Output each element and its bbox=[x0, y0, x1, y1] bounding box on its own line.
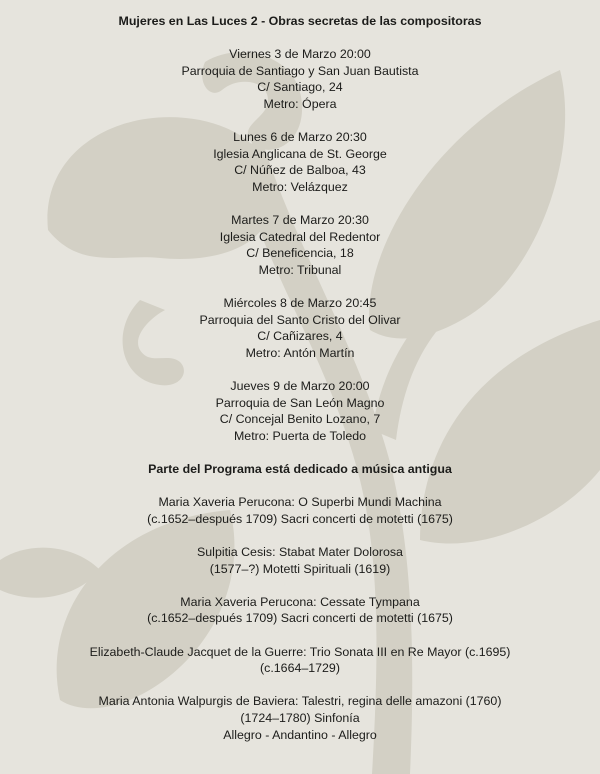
event-address: C/ Santiago, 24 bbox=[257, 80, 343, 95]
program-item bbox=[0, 544, 600, 577]
event-date: Jueves 9 de Marzo 20:00 bbox=[230, 379, 370, 394]
event-metro: Metro: Puerta de Toledo bbox=[233, 428, 367, 443]
event-item bbox=[0, 212, 600, 278]
program-line: Allegro - Andantino - Allegro bbox=[223, 727, 377, 742]
event-date: Miércoles 8 de Marzo 20:45 bbox=[223, 296, 377, 311]
event-item bbox=[0, 295, 600, 361]
flyer-title: Mujeres en Las Luces 2 - Obras secretas de las compositoras bbox=[118, 14, 482, 28]
program-line: (1577–?) Motetti Spirituali (1619) bbox=[209, 561, 391, 576]
event-metro: Metro: Tribunal bbox=[258, 262, 342, 277]
program-item bbox=[0, 644, 600, 677]
program-line: (c.1652–después 1709) Sacri concerti de motetti (1675) bbox=[147, 511, 453, 526]
program-line: Sulpitia Cesis: Stabat Mater Dolorosa bbox=[197, 545, 403, 559]
program-line: (c.1664–1729) bbox=[260, 661, 340, 676]
event-address: C/ Beneficencia, 18 bbox=[246, 246, 354, 261]
event-venue: Parroquia de San León Magno bbox=[215, 395, 385, 410]
event-venue: Iglesia Catedral del Redentor bbox=[219, 229, 381, 244]
program-line: (1724–1780) Sinfonía bbox=[240, 710, 360, 725]
event-address: C/ Concejal Benito Lozano, 7 bbox=[219, 412, 381, 427]
event-venue: Parroquia del Santo Cristo del Olivar bbox=[199, 312, 401, 327]
program-line: Maria Xaveria Perucona: Cessate Tympana bbox=[180, 594, 420, 609]
events-list bbox=[0, 46, 600, 444]
program-list bbox=[0, 494, 600, 743]
program-line: Elizabeth-Claude Jacquet de la Guerre: Trio Sonata III en Re Mayor (c.1695) bbox=[89, 644, 511, 659]
event-address: C/ Cañizares, 4 bbox=[257, 329, 343, 344]
event-item bbox=[0, 129, 600, 195]
event-address: C/ Núñez de Balboa, 43 bbox=[234, 163, 366, 178]
program-heading: Parte del Programa está dedicado a música antigua bbox=[148, 462, 452, 477]
event-item bbox=[0, 46, 600, 112]
program-line: Maria Antonia Walpurgis de Baviera: Talestri, regina delle amazoni (1760) bbox=[98, 694, 502, 709]
program-line: Maria Xaveria Perucona: O Superbi Mundi Machina bbox=[158, 495, 442, 510]
event-metro: Metro: Velázquez bbox=[252, 179, 348, 194]
event-venue: Iglesia Anglicana de St. George bbox=[213, 146, 387, 161]
event-date: Martes 7 de Marzo 20:30 bbox=[231, 213, 369, 228]
event-date: Viernes 3 de Marzo 20:00 bbox=[229, 47, 371, 62]
program-item bbox=[0, 494, 600, 527]
program-line: (c.1652–después 1709) Sacri concerti de motetti (1675) bbox=[147, 611, 453, 626]
event-venue: Parroquia de Santiago y San Juan Bautista bbox=[181, 63, 419, 78]
program-item bbox=[0, 594, 600, 627]
event-item bbox=[0, 378, 600, 444]
program-item bbox=[0, 693, 600, 743]
event-date: Lunes 6 de Marzo 20:30 bbox=[233, 130, 367, 145]
event-metro: Metro: Antón Martín bbox=[245, 345, 355, 360]
event-metro: Metro: Ópera bbox=[263, 96, 337, 111]
